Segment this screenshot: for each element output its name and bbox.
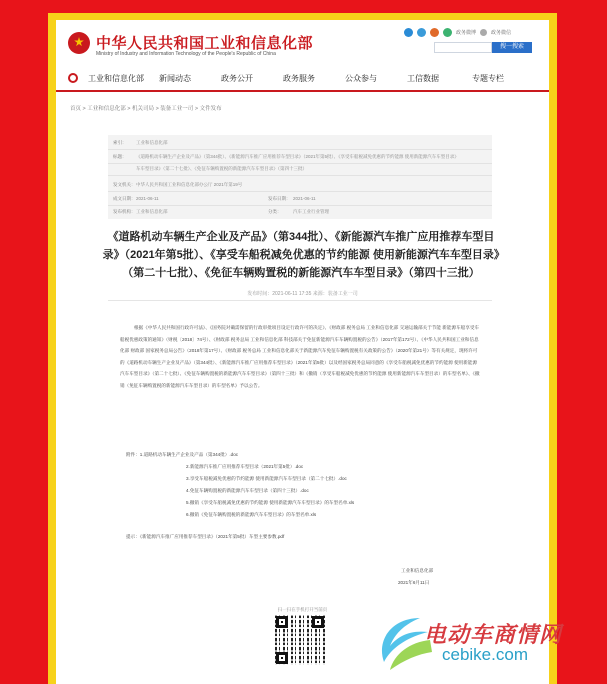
qr-finder <box>312 616 324 628</box>
nav-item-gov-open[interactable]: 政务公开 <box>221 74 253 83</box>
site-header <box>56 20 549 64</box>
site-title[interactable]: 中华人民共和国工业和信息化部 <box>96 35 314 52</box>
attachment-link[interactable]: 5.撤销《享受车船税减免优惠的节约能源 使用新能源汽车车型目录》的车型名单.xls <box>186 500 355 505</box>
info-value: 汽车工业行业管理 <box>293 209 329 214</box>
info-value: 中华人民共和国工业和信息化部办公厅 2021年第19号 <box>136 182 243 187</box>
national-emblem-icon <box>68 32 90 54</box>
web-page <box>56 20 549 684</box>
qr-finder <box>276 652 288 664</box>
info-key: 标题： <box>113 154 127 159</box>
info-row <box>108 179 492 192</box>
info-value: 工业和信息化部 <box>136 140 168 145</box>
home-logo-icon[interactable] <box>68 73 78 83</box>
nav-item-news[interactable]: 新闻动态 <box>159 74 191 83</box>
accessibility-icon[interactable] <box>404 28 413 37</box>
watermark-en: cebike.com <box>442 645 528 664</box>
search-button[interactable]: 搜一搜索 <box>492 42 532 53</box>
top-tools <box>404 26 511 38</box>
qr-label: 扫一扫在手机打开当前页 <box>277 607 328 612</box>
attachment-link[interactable]: 2.新能源汽车推广应用推荐车型目录（2021年第5批）.doc <box>186 464 304 469</box>
note-link[interactable]: 提示：《新能源汽车推广应用推荐车型目录》（2021年第5批）车型主要参数.pdf <box>126 534 285 539</box>
attachment-link[interactable]: 6.撤销《免征车辆购置税的新能源汽车车型目录》的车型名单.xls <box>186 512 317 517</box>
info-row <box>108 193 492 206</box>
info-key: 发布机构： <box>113 209 136 214</box>
user-icon[interactable] <box>480 29 487 36</box>
main-nav <box>56 68 549 92</box>
info-value: 2021-06-11 <box>136 196 159 201</box>
info-row <box>108 163 492 176</box>
info-value: 2021-06-11 <box>293 196 316 201</box>
publish-meta: 发布时间：2021-06-11 17:35 来源：装备工业一司 <box>247 291 358 297</box>
info-key: 发文机关： <box>113 182 136 187</box>
mobile-icon[interactable] <box>417 28 426 37</box>
info-row <box>108 137 492 150</box>
info-key: 分类： <box>268 209 282 214</box>
attachment-link[interactable]: 附件：1.道路机动车辆生产企业及产品（第344批）.doc <box>126 452 239 457</box>
nav-item-topics[interactable]: 专题专栏 <box>472 74 504 83</box>
search-input[interactable] <box>434 42 492 53</box>
breadcrumb[interactable]: 首页 > 工业和信息化部 > 机关司局 > 装备工业一司 > 文件发布 <box>70 106 222 112</box>
signer: 工业和信息化部 <box>401 568 434 573</box>
site-title-en: Ministry of Industry and Information Technology of the People's Republic of China <box>96 51 276 57</box>
nav-item-data[interactable]: 工信数据 <box>407 74 439 83</box>
weibo-icon[interactable] <box>430 28 439 37</box>
qr-code-icon <box>275 615 325 665</box>
tools-label-2[interactable]: 政务微信 <box>491 29 512 36</box>
info-key: 索引： <box>113 140 127 145</box>
info-value: 工业和信息化部 <box>136 209 168 214</box>
qr-finder <box>276 616 288 628</box>
info-value: 车车型目录》（第二十七批）、《免征车辆购置税的新能源汽车车型目录》（第四十三批） <box>136 166 307 171</box>
info-key: 发布日期： <box>268 196 291 201</box>
info-value: 《道路机动车辆生产企业及产品》（第344批）、《新能源汽车推广应用推荐车型目录》（2021年第5批）、《享受车船税减免优惠的节约能源 使用新能源汽车车型目录》 <box>136 154 459 159</box>
attachment-link[interactable]: 4.免征车辆购置税的新能源汽车车型目录（第四十三批）.doc <box>186 488 309 493</box>
nav-item-miit[interactable]: 工业和信息化部 <box>88 74 144 83</box>
watermark-cn: 电动车商情网 <box>424 622 563 647</box>
document-title: 《道路机动车辆生产企业及产品》（第344批）、《新能源汽车推广应用推荐车型目录》（2021年第5批）、《享受车船税减免优惠的节约能源 使用新能源汽车车型目录》（第二十七批）、《免征车辆购置税的新能源汽车车型目录》（第四十三批） <box>102 231 500 279</box>
wechat-icon[interactable] <box>443 28 452 37</box>
document-body: 根据《中华人民共和国行政许可法》、《国务院对确需保留的行政审批项目设定行政许可的决定》、《财政部 税务总局 工业和信息化部 交通运输部关于节能 新能源车船享受车船税优惠政策的通知》（财税〔2018〕74号）、《财政部 税务总局 工业和信息化部 科技部关于免征新能源汽车车辆购置税的公告》（2017年第172号）、《中华人民共和国工业和信息化部 财政部 国家税务总局公告》（2018年第17号）、《财政部 税务总局 工业和信息化部关于新能源汽车免征车辆购置税有关政策的公告》（2020年第21号）等有关规定，现将许可的《道路机动车辆生产企业及产品》（第344批）、《新能源汽车推广应用推荐车型目录》（2021年第5批）以及经国家税务总局同意的《享受车船税减免优惠的节约能源 使用新能源汽车车型目录》（第二十七批）、《免征车辆购置税的新能源汽车车型目录》（第四十三批）和《撤销（享受车船税减免优惠的节约能源 使用新能源汽车车型目录）的车型名单》、《撤销（免征车辆购置税的新能源汽车车型目录）的车型名单》予以公告。 <box>120 325 480 388</box>
tools-label[interactable]: 政务微博 <box>456 29 477 36</box>
sign-date: 2021年6月11日 <box>398 580 430 585</box>
nav-item-participation[interactable]: 公众参与 <box>345 74 377 83</box>
attachment-link[interactable]: 3.享受车船税减免优惠的节约能源 使用新能源汽车车型目录（第二十七批）.doc <box>186 476 347 481</box>
nav-item-gov-service[interactable]: 政务服务 <box>283 74 315 83</box>
info-key: 成文日期： <box>113 196 136 201</box>
info-row <box>108 206 492 218</box>
divider <box>108 300 492 301</box>
info-table <box>108 135 492 219</box>
